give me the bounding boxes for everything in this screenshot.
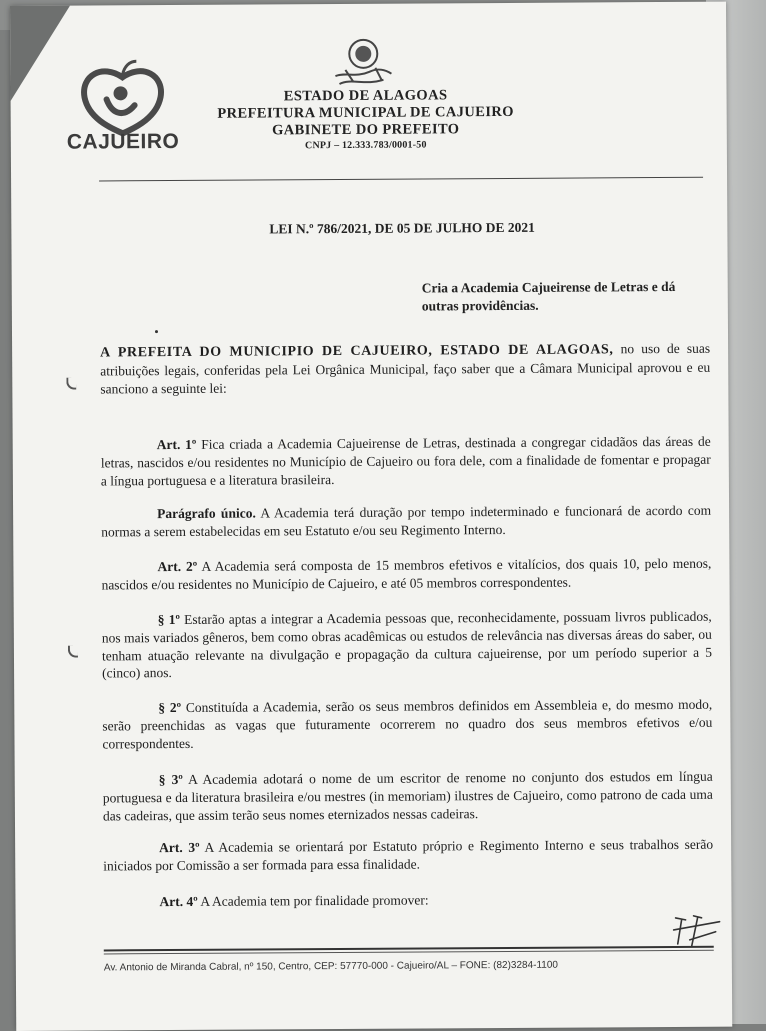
page-fold [10, 6, 71, 101]
article-text: A Academia será composta de 15 membros efetivos e vitalícios, dos quais 10, pelo menos, nascidos e/ou residentes no Município de Cajueiro, e até 05 membros correspondentes. [101, 555, 712, 593]
article-2-paragraph-3 [103, 768, 713, 825]
article-2-paragraph-2 [102, 696, 712, 753]
preamble-lead: A PREFEITA DO MUNICIPIO DE CAJUEIRO, ESTADO DE ALAGOAS, [100, 342, 614, 361]
law-summary: Cria a Academia Cajueirense de Letras e dá outras providências. [421, 278, 676, 314]
punch-mark [68, 646, 78, 658]
article-label: Art. 2º [157, 558, 198, 575]
article-2-paragraph-1 [102, 608, 712, 683]
article-label: § 3º [158, 771, 183, 788]
stray-mark [155, 330, 158, 333]
article-label: § 1º [157, 611, 180, 628]
article-label: Parágrafo único. [157, 505, 256, 522]
article-label: Art. 1º [156, 436, 197, 453]
law-title: LEI N.º 786/2021, DE 05 DE JULHO DE 2021 [269, 219, 535, 237]
article-3 [103, 836, 713, 875]
logo-text: CAJUEIRO [66, 129, 180, 154]
letterhead [201, 87, 531, 154]
state-name: ESTADO DE ALAGOAS [283, 87, 448, 105]
office-name: GABINETE DO PREFEITO [271, 121, 460, 139]
article-text: A Academia tem por finalidade promover: [197, 892, 429, 909]
punch-mark [66, 378, 76, 390]
article-label: Art. 4º [159, 893, 198, 910]
prefecture-name: PREFEITURA MUNICIPAL DE CAJUEIRO [217, 103, 514, 122]
preamble-text: no uso de suas atribuições legais, conferidas pela Lei Orgânica Municipal, faço saber que a Câmara Municipal aprovou e eu sanciono a seguinte lei: [100, 340, 711, 397]
article-text: A Academia adotará o nome de um escritor de renome no conjunto dos estudos em língua portuguesa e da literatura brasileira e/ou mestres (in memoriam) ilustres de Cajueiro, como patrono de cada uma das cadeiras, que assim terão seus nomes eternizados nessas cadeiras. [102, 768, 713, 824]
article-label: Art. 3º [159, 839, 200, 856]
document-page [10, 2, 732, 1031]
article-2 [101, 555, 711, 594]
article-text: A Academia se orientará por Estatuto próprio e Regimento Interno e seus trabalhos serão iniciados por Comissão a ser formada para essa finalidade. [103, 836, 714, 874]
article-4 [103, 890, 713, 912]
footer-address: Av. Antonio de Miranda Cabral, nº 150, Centro, CEP: 57770-000 - Cajueiro/AL – FONE: (82)3284-1100 [103, 959, 559, 974]
article-text: Constituída a Academia, serão os seus membros definidos em Assembleia e, do mesmo modo, serão preenchidas as vagas que futuramente ocorrerem no quadro dos seus membros efetivos e/ou correspondentes. [102, 696, 713, 752]
header-divider [99, 177, 703, 182]
cnpj: CNPJ – 12.333.783/0001-50 [304, 139, 427, 152]
article-text: Estarão aptas a integrar a Academia pessoas que, reconhecidamente, possuam livros publicados, nos mais variados gêneros, bem como obras acadêmicas ou estudos de relevância nas diversas áreas do saber, ou tenham atuação relevante na divulgação e propagação da cultura cajueirense, por um período superior a 5 (cinco) anos. [101, 608, 713, 681]
initials-signature [668, 910, 728, 950]
article-text: A Academia terá duração por tempo indeterminado e funcionará de acordo com normas a serem estabelecidas em seu Estatuto e/ou seu Regimento Interno. [101, 502, 712, 540]
article-label: § 2º [158, 699, 182, 716]
article-text: Fica criada a Academia Cajueirense de Letras, destinada a congregar cidadãos das áreas de letras, nascidos e/ou residentes no Município de Cajueiro ou fora dele, com a finalidade de fomentar e propagar a língua portuguesa e a literatura brasileira. [100, 433, 711, 489]
article-1 [101, 433, 711, 490]
municipal-crest-icon [325, 32, 395, 92]
preamble [100, 340, 710, 398]
article-1-sole-paragraph [101, 502, 711, 541]
